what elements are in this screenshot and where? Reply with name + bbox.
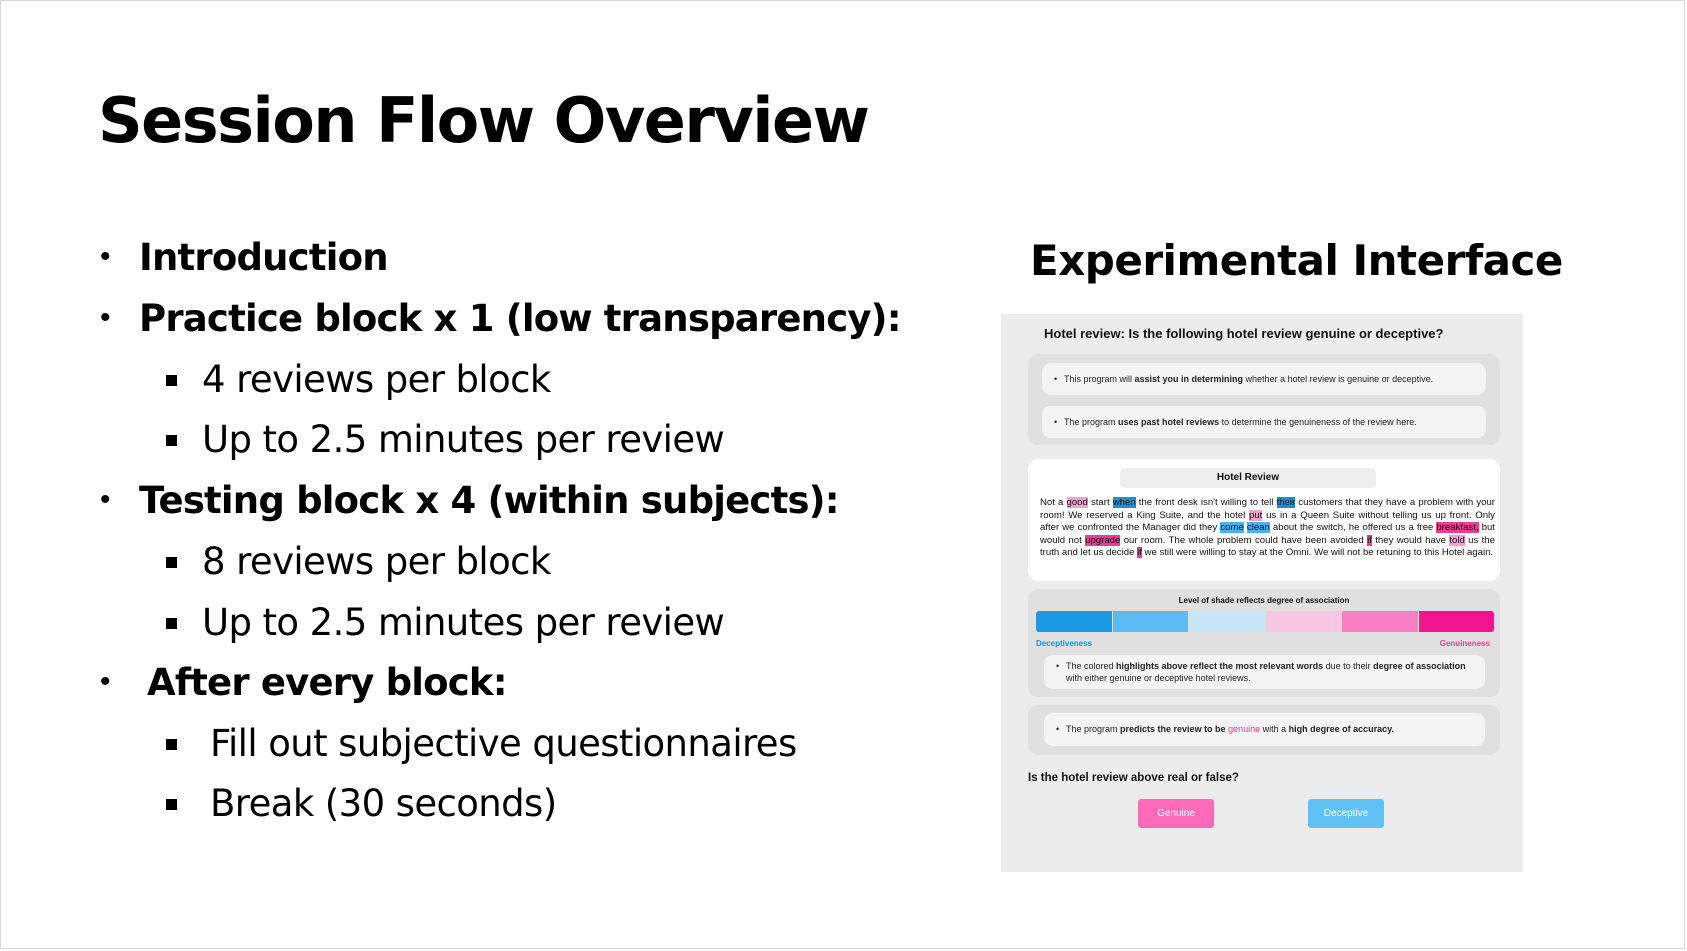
outline-text: Introduction — [139, 236, 388, 279]
bullet-square — [166, 435, 177, 446]
outline-text: Up to 2.5 minutes per review — [202, 601, 725, 644]
bullet-dot: • — [100, 240, 111, 273]
shade-swatch — [1113, 611, 1189, 632]
highlighted-word: good — [1066, 497, 1088, 508]
deceptive-button[interactable]: Deceptive — [1308, 799, 1384, 828]
legend-deceptiveness: Deceptiveness — [1036, 639, 1093, 648]
highlighted-word: clean — [1246, 522, 1270, 533]
prediction-group — [1028, 705, 1500, 755]
slide-title: Session Flow Overview — [98, 84, 869, 157]
highlighted-word: upgrade — [1085, 534, 1121, 546]
interface-question: Hotel review: Is the following hotel review genuine or deceptive? — [1044, 326, 1444, 341]
review-text: Not a good start when the front desk isn't willing to tell their customers that they have a problem with your room! We reserved a King Suite, and the hotel put us in a Queen Suite without telling us up front. Only after we confronted the Manager did they come clean about the switch, he offered us a free breakfast, but would not upgrade our room. The whole problem could have been avoided if they would have told us the truth and let us decide if we still were willing to stay at the Omni. We will not be retuning to this Hotel again. — [1040, 497, 1495, 558]
info-pill-1: • This program will assist you in determining whether a hotel review is genuine or deceptive. — [1042, 363, 1486, 395]
bullet-dot: • — [100, 301, 111, 334]
outline-text: After every block: — [147, 661, 507, 704]
outline-text: Break (30 seconds) — [210, 782, 557, 825]
highlighted-word: when — [1112, 497, 1136, 508]
outline-text: Up to 2.5 minutes per review — [202, 418, 725, 461]
bullet-square — [166, 618, 177, 629]
highlighted-word: their — [1276, 497, 1296, 508]
highlighted-word: told — [1449, 534, 1465, 546]
figure-title: Experimental Interface — [1030, 236, 1563, 285]
legend-genuineness: Genuineness — [1439, 639, 1490, 648]
bullet-square — [166, 799, 177, 810]
real-or-false-question: Is the hotel review above real or false? — [1028, 772, 1239, 784]
shade-legend-label: Level of shade reflects degree of association — [1178, 596, 1350, 605]
program-info-group — [1028, 354, 1500, 445]
highlighted-word: put — [1248, 509, 1263, 521]
association-legend-group — [1028, 589, 1500, 697]
outline-text: 4 reviews per block — [202, 358, 551, 401]
shade-swatch — [1342, 611, 1418, 632]
experimental-interface-screenshot — [1001, 314, 1523, 872]
hotel-review-card — [1028, 459, 1500, 581]
bullet-square — [166, 557, 177, 568]
outline-text: Practice block x 1 (low transparency): — [139, 297, 901, 340]
highlighted-word: if — [1367, 534, 1372, 546]
outline-text: 8 reviews per block — [202, 540, 551, 583]
shade-swatch — [1036, 611, 1112, 632]
outline-text: Fill out subjective questionnaires — [210, 722, 797, 765]
shade-swatch — [1419, 611, 1495, 632]
bullet-dot: • — [100, 665, 111, 698]
highlighted-word: come — [1220, 522, 1244, 533]
shade-swatch — [1266, 611, 1342, 632]
shade-swatch — [1189, 611, 1265, 632]
outline-text: Testing block x 4 (within subjects): — [139, 479, 839, 522]
bullet-square — [166, 375, 177, 386]
bullet-dot: • — [100, 483, 111, 516]
genuine-button[interactable]: Genuine — [1138, 799, 1214, 828]
shade-scale — [1036, 611, 1494, 632]
review-heading: Hotel Review — [1120, 468, 1376, 488]
info-pill-2: • The program uses past hotel reviews to determine the genuineness of the review here. — [1042, 406, 1486, 438]
highlighted-word: if — [1137, 547, 1142, 558]
prediction-pill: • The program predicts the review to be genuine with a high degree of accuracy. — [1044, 713, 1485, 746]
highlighted-word: breakfast, — [1436, 522, 1479, 533]
info-pill-3: • The colored highlights above reflect the most relevant words due to their degree of association with either genuine or deceptive hotel reviews. — [1044, 655, 1485, 689]
bullet-square — [166, 739, 177, 750]
